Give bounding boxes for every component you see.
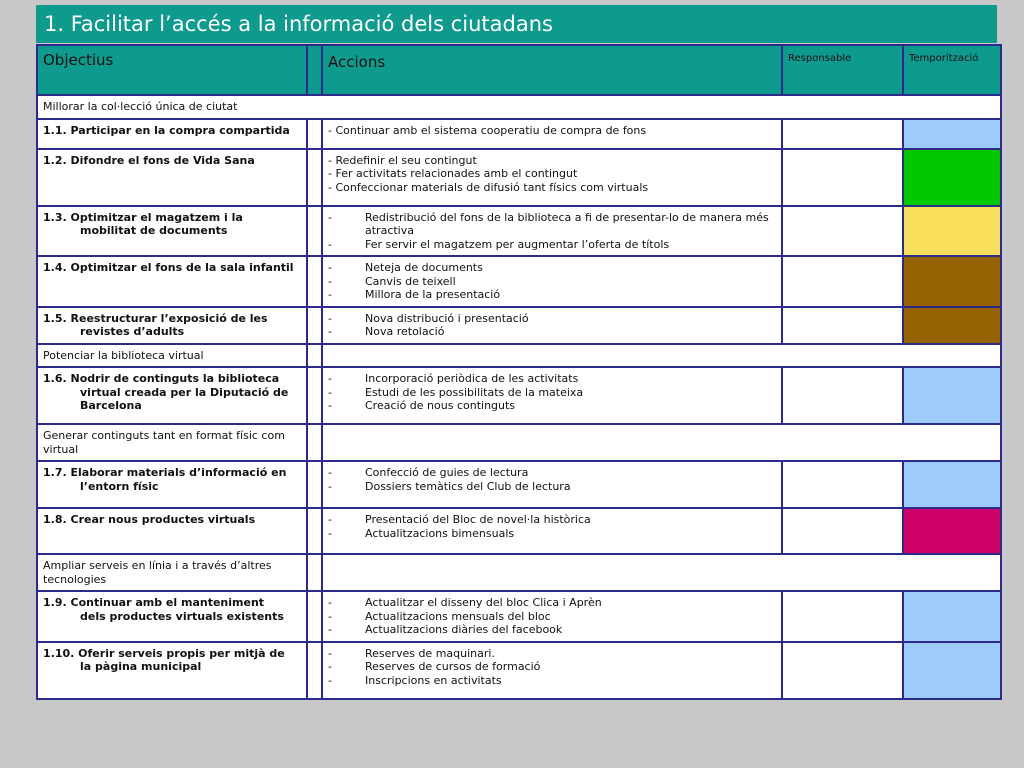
action-item: - Confeccionar materials de difusió tant físics com virtuals <box>328 180 649 194</box>
section-label: Generar continguts tant en format físic com virtual <box>37 424 307 461</box>
bullet-dash: - <box>328 237 332 251</box>
responsable-cell <box>782 591 903 642</box>
header-temporitzacio: Temporització <box>903 45 1001 95</box>
responsable-cell <box>782 256 903 307</box>
section-rest <box>322 554 1001 591</box>
actions-cell <box>322 149 782 206</box>
bullet-dash: - <box>328 311 332 325</box>
gap-cell <box>307 206 322 257</box>
objective-number: 1.7. <box>43 466 67 479</box>
action-item <box>328 596 776 610</box>
objective-first-line <box>43 466 286 479</box>
gap-cell <box>307 119 322 149</box>
header-responsable: Responsable <box>782 45 903 95</box>
action-item <box>328 480 776 494</box>
bullet-dash: - <box>328 210 332 224</box>
action-item <box>328 372 776 386</box>
bullet-dash: - <box>328 274 332 288</box>
timing-color-cell <box>903 591 1001 642</box>
timing-color-cell <box>903 256 1001 307</box>
objective-cell <box>37 149 307 206</box>
objective-cell <box>37 206 307 257</box>
bullet-dash: - <box>328 288 332 301</box>
actions-cell <box>322 367 782 424</box>
actions-cell <box>322 206 782 257</box>
action-text: Confecció de guies de lectura <box>365 466 529 479</box>
action-item <box>328 610 776 624</box>
gap-cell <box>307 149 322 206</box>
table-row <box>37 149 1001 206</box>
bullet-dash: - <box>328 596 332 609</box>
gap-cell <box>307 591 322 642</box>
table-row <box>37 367 1001 424</box>
gap-cell <box>307 461 322 508</box>
objective-first-line <box>43 211 243 224</box>
objective-first-line <box>43 596 264 609</box>
objective-first-line <box>43 513 255 526</box>
objective-cell <box>37 508 307 554</box>
gap-cell <box>307 642 322 699</box>
bullet-dash: - <box>328 372 332 385</box>
actions-cell <box>322 642 782 699</box>
gap-cell <box>307 256 322 307</box>
objective-cell <box>37 367 307 424</box>
objective-number: 1.1. <box>43 123 67 137</box>
bullet-dash: - <box>328 623 332 636</box>
objective-number: 1.3. <box>43 210 67 224</box>
action-text: Actualitzacions diàries del facebook <box>365 623 563 636</box>
bullet-dash: - <box>328 399 332 412</box>
objective-first-line <box>43 124 290 137</box>
header-objectius: Objectius <box>37 45 307 95</box>
bullet-dash: - <box>328 479 332 493</box>
objective-title: Oferir serveis propis per mitjà de <box>78 646 285 660</box>
objective-title: Continuar amb el manteniment <box>70 596 265 609</box>
action-text: Neteja de documents <box>365 261 483 274</box>
action-item <box>328 211 776 238</box>
objective-continuation: l’entorn físic <box>80 479 159 493</box>
objective-title: Difondre el fons de Vida Sana <box>70 153 255 167</box>
action-text: Estudi de les possibilitats de la mateixa <box>365 385 584 399</box>
section-row <box>37 344 1001 368</box>
bullet-dash: - <box>328 261 332 274</box>
objectives-table <box>36 44 1002 700</box>
table-row <box>37 591 1001 642</box>
action-item <box>328 660 776 674</box>
responsable-cell <box>782 307 903 344</box>
objective-title: Optimitzar el magatzem i la <box>70 210 243 224</box>
objective-first-line <box>43 647 285 660</box>
action-item: - Fer activitats relacionades amb el contingut <box>328 167 578 180</box>
timing-color-cell <box>903 149 1001 206</box>
objective-cell <box>37 119 307 149</box>
gap-cell <box>307 508 322 554</box>
action-item: - Redefinir el seu contingut <box>328 153 477 167</box>
action-item <box>328 325 776 339</box>
action-item <box>328 312 776 326</box>
objective-first-line <box>43 372 279 385</box>
action-item <box>328 288 776 302</box>
action-text: Incorporació periòdica de les activitats <box>365 372 579 385</box>
objective-number: 1.5. <box>43 311 67 325</box>
objective-first-line <box>43 312 268 325</box>
table-row <box>37 508 1001 554</box>
objective-cell <box>37 642 307 699</box>
objective-cell <box>37 461 307 508</box>
action-text: Presentació del Bloc de novel·la històrica <box>365 513 591 526</box>
objective-title: Optimitzar el fons de la sala infantil <box>70 261 294 274</box>
action-text: Dossiers temàtics del Club de lectura <box>365 479 571 493</box>
table-row <box>37 307 1001 344</box>
responsable-cell <box>782 149 903 206</box>
responsable-cell <box>782 461 903 508</box>
action-item <box>328 527 776 541</box>
actions-cell <box>322 591 782 642</box>
action-item <box>328 399 776 413</box>
bullet-dash: - <box>328 325 332 338</box>
section-row <box>37 424 1001 461</box>
section-row <box>37 554 1001 591</box>
bullet-dash: - <box>328 673 332 687</box>
objective-continuation: la pàgina municipal <box>80 660 202 673</box>
section-label: Potenciar la biblioteca virtual <box>37 344 307 368</box>
action-text: Actualitzacions mensuals del bloc <box>365 609 551 623</box>
action-item <box>328 466 776 480</box>
timing-color-cell <box>903 206 1001 257</box>
objective-cell <box>37 256 307 307</box>
timing-color-cell <box>903 307 1001 344</box>
bullet-dash: - <box>328 609 332 623</box>
bullet-dash: - <box>328 385 332 399</box>
action-text: Millora de la presentació <box>365 288 501 301</box>
responsable-cell <box>782 642 903 699</box>
timing-color-cell <box>903 461 1001 508</box>
objective-continuation: dels productes virtuals existents <box>80 609 284 623</box>
actions-cell <box>322 461 782 508</box>
page-title: 1. Facilitar l’accés a la informació dels ciutadans <box>36 5 997 43</box>
objective-continuation: virtual creada per la Diputació de <box>80 385 289 399</box>
timing-color-cell <box>903 119 1001 149</box>
section-rest <box>322 424 1001 461</box>
action-text: Nova retolació <box>365 325 445 338</box>
action-text: Nova distribució i presentació <box>365 311 529 325</box>
objective-cell <box>37 591 307 642</box>
responsable-cell <box>782 206 903 257</box>
actions-cell <box>322 256 782 307</box>
action-item <box>328 275 776 289</box>
section-gap <box>307 554 322 591</box>
table-row <box>37 119 1001 149</box>
actions-cell <box>322 508 782 554</box>
section-label: Millorar la col·lecció única de ciutat <box>37 95 1001 119</box>
action-item <box>328 261 776 275</box>
table-row <box>37 206 1001 257</box>
action-text: Reserves de maquinari. <box>365 646 495 660</box>
table-row <box>37 461 1001 508</box>
objective-title: Nodrir de continguts la biblioteca <box>70 372 280 385</box>
bullet-dash: - <box>328 466 332 479</box>
objective-title: Participar en la compra compartida <box>70 123 290 137</box>
action-item <box>328 513 776 527</box>
objective-title: Elaborar materials d’informació en <box>70 466 287 479</box>
action-text: Reserves de cursos de formació <box>365 660 541 673</box>
header-gap <box>307 45 322 95</box>
objective-continuation: mobilitat de documents <box>80 224 228 237</box>
action-text: Redistribució del fons de la biblioteca a fi de presentar-lo de manera més atractiva <box>365 210 769 237</box>
action-text: Fer servir el magatzem per augmentar l’oferta de títols <box>365 237 670 251</box>
objective-number: 1.8. <box>43 513 67 526</box>
objective-number: 1.10. <box>43 646 75 660</box>
objective-number: 1.4. <box>43 261 67 274</box>
objective-continuation: revistes d’adults <box>80 325 185 338</box>
header-accions: Accions <box>322 45 782 95</box>
actions-cell <box>322 307 782 344</box>
section-rest <box>322 344 1001 368</box>
action-item: - Continuar amb el sistema cooperatiu de compra de fons <box>328 123 647 137</box>
action-item <box>328 238 776 252</box>
gap-cell <box>307 367 322 424</box>
objective-cell <box>37 307 307 344</box>
action-item <box>328 647 776 661</box>
section-label: Ampliar serveis en línia i a través d’altres tecnologies <box>37 554 307 591</box>
objective-number: 1.2. <box>43 153 67 167</box>
action-text: Canvis de teixell <box>365 274 456 288</box>
actions-cell <box>322 119 782 149</box>
bullet-dash: - <box>328 646 332 660</box>
timing-color-cell <box>903 367 1001 424</box>
objective-first-line <box>43 154 255 167</box>
responsable-cell <box>782 119 903 149</box>
bullet-dash: - <box>328 660 332 673</box>
objective-title: Reestructurar l’exposició de les <box>70 311 268 325</box>
objective-number: 1.9. <box>43 596 67 609</box>
responsable-cell <box>782 508 903 554</box>
action-text: Actualitzacions bimensuals <box>365 526 515 540</box>
timing-color-cell <box>903 642 1001 699</box>
action-text: Inscripcions en activitats <box>365 673 502 687</box>
action-text: Actualitzar el disseny del bloc Clica i Aprèn <box>365 596 602 609</box>
table-row <box>37 642 1001 699</box>
gap-cell <box>307 307 322 344</box>
objective-continuation: Barcelona <box>80 399 142 412</box>
objective-number: 1.6. <box>43 372 67 385</box>
action-item <box>328 674 776 688</box>
bullet-dash: - <box>328 513 332 526</box>
section-gap <box>307 424 322 461</box>
action-item <box>328 623 776 637</box>
action-text: Creació de nous continguts <box>365 399 516 412</box>
section-gap <box>307 344 322 368</box>
timing-color-cell <box>903 508 1001 554</box>
objective-first-line <box>43 261 294 274</box>
bullet-dash: - <box>328 526 332 540</box>
action-item <box>328 386 776 400</box>
responsable-cell <box>782 367 903 424</box>
objective-title: Crear nous productes virtuals <box>70 513 256 526</box>
table-row <box>37 256 1001 307</box>
section-row <box>37 95 1001 119</box>
